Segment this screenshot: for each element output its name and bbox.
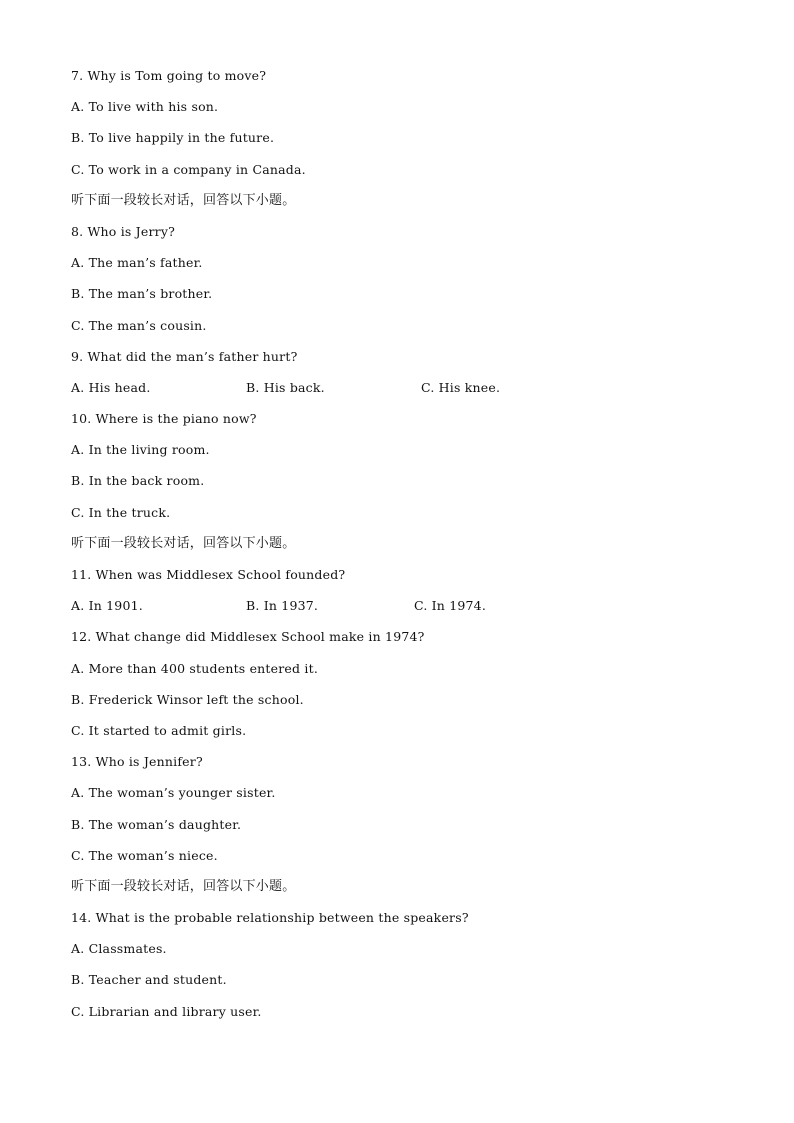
question-11-option-c: C. In 1974. [414, 598, 487, 614]
question-8-option-a: A. The man’s father. [71, 255, 203, 271]
question-14-option-a: A. Classmates. [71, 941, 167, 957]
question-9-option-c: C. His knee. [421, 379, 501, 395]
question-7-option-c: C. To work in a company in Canada. [71, 161, 306, 177]
question-10-option-c: C. In the truck. [71, 504, 171, 520]
question-8-option-b: B. The man’s brother. [71, 286, 213, 302]
question-14-option-b: B. Teacher and student. [71, 972, 227, 988]
section-instruction: 听下面一段较长对话，回答以下小题。 [71, 192, 296, 208]
question-12-prompt: 12. What change did Middlesex School make in 1974? [71, 629, 425, 645]
question-11-option-b: B. In 1937. [246, 598, 319, 614]
question-12-option-b: B. Frederick Winsor left the school. [71, 691, 304, 707]
question-14-option-c: C. Librarian and library user. [71, 1003, 262, 1019]
question-10-prompt: 10. Where is the piano now? [71, 411, 257, 427]
question-12-option-c: C. It started to admit girls. [71, 722, 247, 738]
question-9-options [71, 378, 731, 409]
question-12-option-a: A. More than 400 students entered it. [71, 660, 318, 676]
question-9-option-b: B. His back. [246, 379, 325, 395]
question-11-prompt: 11. When was Middlesex School founded? [71, 567, 346, 582]
question-9-prompt: 9. What did the man’s father hurt? [71, 348, 298, 364]
question-9-option-a: A. His head. [71, 379, 151, 395]
question-13-option-b: B. The woman’s daughter. [71, 816, 242, 832]
section-instruction: 听下面一段较长对话，回答以下小题。 [71, 878, 296, 894]
question-11-option-a: A. In 1901. [71, 598, 143, 614]
question-13-option-c: C. The woman’s niece. [71, 847, 218, 863]
question-14-prompt: 14. What is the probable relationship between the speakers? [71, 910, 469, 926]
section-instruction: 听下面一段较长对话，回答以下小题。 [71, 535, 296, 551]
question-13-option-a: A. The woman’s younger sister. [71, 785, 276, 801]
question-7-option-a: A. To live with his son. [71, 99, 219, 115]
question-8-prompt: 8. Who is Jerry? [71, 223, 176, 239]
question-7-option-b: B. To live happily in the future. [71, 130, 275, 146]
question-13-prompt: 13. Who is Jennifer? [71, 754, 203, 770]
question-7-prompt: 7. Why is Tom going to move? [71, 68, 267, 83]
question-11-options [71, 596, 731, 627]
question-10-option-b: B. In the back room. [71, 473, 205, 489]
question-10-option-a: A. In the living room. [71, 442, 210, 458]
question-8-option-c: C. The man’s cousin. [71, 317, 207, 333]
exam-page [71, 66, 731, 1033]
